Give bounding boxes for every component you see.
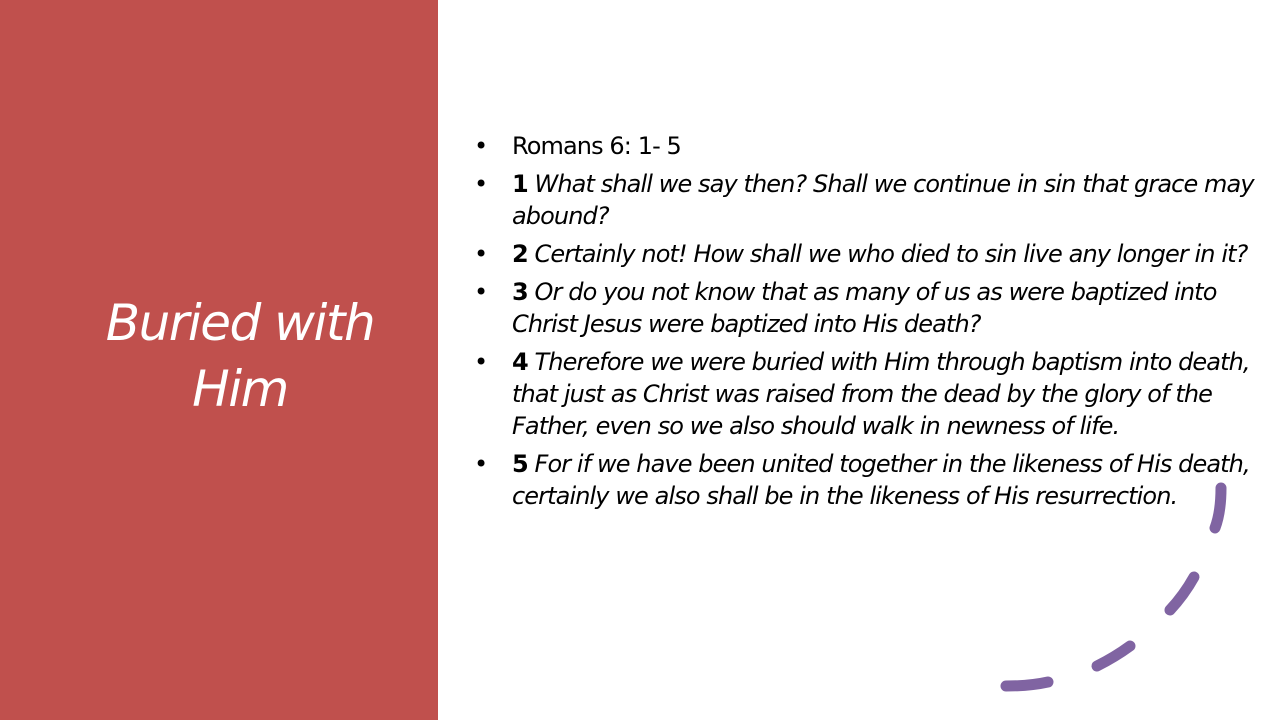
title-line-1: Buried with	[105, 294, 375, 352]
title-line-2: Him	[192, 360, 288, 418]
scripture-reference: Romans 6: 1- 5	[512, 132, 681, 160]
verse-text: What shall we say then? Shall we continue in sin that grace may abound?	[512, 170, 1254, 230]
bullet-icon: •	[474, 348, 488, 376]
verse-number: 2	[512, 240, 528, 268]
verse-number: 1	[512, 170, 528, 198]
bullet-icon: •	[474, 170, 488, 198]
bullet-icon: •	[474, 240, 488, 268]
verse-text: Certainly not! How shall we who died to sin live any longer in it?	[527, 240, 1248, 268]
verse-text: Or do you not know that as many of us as were baptized into Christ Jesus were baptized into His death?	[512, 278, 1217, 338]
verse-number: 4	[512, 348, 528, 376]
verse-text: Therefore we were buried with Him through baptism into death, that just as Christ was raised from the dead by the glory of the Father, even so we also should walk in newness of life.	[512, 348, 1250, 440]
bullet-icon: •	[474, 132, 488, 160]
bullet-icon: •	[474, 450, 488, 478]
bullet-icon: •	[474, 278, 488, 306]
verse-text: For if we have been united together in the likeness of His death, certainly we also shall be in the likeness of His resurrection.	[512, 450, 1250, 510]
verse-number: 3	[512, 278, 528, 306]
verse-number: 5	[512, 450, 528, 478]
